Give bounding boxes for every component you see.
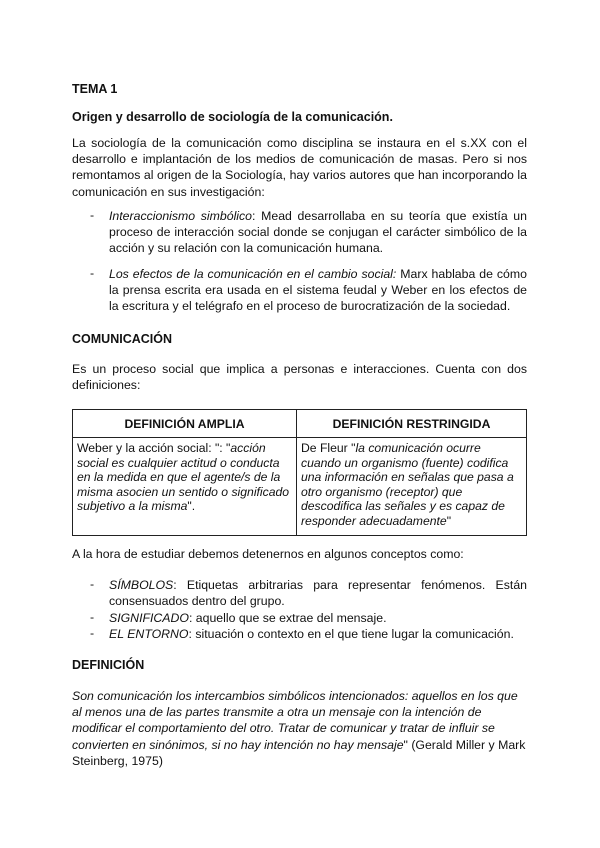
quote-italic: Son comunicación los intercambios simbólicos intencionados: aquellos en los que al menos una de las partes transmite a otra un mensaje con la intención de modificar el comportamiento del otro. Tratar de comunicar y tratar de influir se convierten en sinónimos, si no hay intención no hay mensaje	[72, 689, 518, 752]
bullet-text: Marx hablaba de cómo la prensa escrita era usada en el sistema feudal y Weber en los efectos de la escritura y el telégrafo en el proceso de burocratización de la sociedad.	[109, 267, 527, 314]
bullet-dash: -	[90, 577, 95, 591]
tema-label: TEMA 1	[72, 82, 118, 96]
bullet-simbolos	[109, 577, 527, 609]
section-subtitle: Origen y desarrollo de sociología de la comunicación.	[72, 110, 393, 124]
intro-paragraph: La sociología de la comunicación como disciplina se instaura en el s.XX con el desarrollo e implantación de los medios de comunicación de masas. Pero si nos remontamos al origen de la Sociología, hay varios autores que han incorporando la comunicación en sus investigación:	[72, 136, 527, 199]
bullet-term: Interaccionismo simbólico	[109, 209, 253, 223]
table-cell-amplia	[73, 438, 297, 536]
bullet-dash: -	[90, 208, 95, 222]
definitions-table	[72, 409, 527, 536]
bullet-significado	[109, 610, 527, 626]
bullet-interaccionismo	[109, 208, 527, 257]
bullet-efectos	[109, 266, 527, 315]
cell-suffix: "	[446, 513, 452, 528]
bullet-text: : Etiquetas arbitrarias para representar fenómenos. Están consensuados dentro del grupo.	[109, 578, 527, 609]
bullet-entorno	[109, 626, 527, 642]
bullet-text: : aquello que se extrae del mensaje.	[188, 611, 387, 625]
quote-citation: " (Gerald Miller y Mark Steinberg, 1975)	[72, 737, 526, 768]
bullet-term: SIGNIFICADO	[109, 611, 189, 625]
bullet-term: EL ENTORNO	[109, 627, 189, 641]
conceptos-intro: A la hora de estudiar debemos detenernos en algunos conceptos como:	[72, 547, 464, 561]
table-header-amplia: DEFINICIÓN AMPLIA	[73, 410, 297, 438]
table-header-restringida: DEFINICIÓN RESTRINGIDA	[297, 410, 527, 438]
cell-italic: la comunicación ocurre cuando un organismo (fuente) codifica una información en señalas que pasa a otro organismo (receptor) que descodifica las señales y es capaz de responder adecuadamente	[301, 441, 514, 528]
cell-italic: acción social es cualquier actitud o conducta en la medida en que el agente/s de la misma asocien un sentido o significado subjetivo a la misma	[77, 441, 290, 514]
bullet-text: : situación o contexto en el que tiene lugar la comunicación.	[188, 627, 514, 641]
definicion-quote	[72, 688, 527, 769]
comunicacion-paragraph: Es un proceso social que implica a personas e interacciones. Cuenta con dos definiciones:	[72, 362, 527, 393]
table-cell-restringida	[297, 438, 527, 536]
bullet-dash: -	[90, 626, 95, 640]
cell-prefix: Weber y la acción social: ": "	[77, 441, 231, 455]
bullet-term: SÍMBOLOS	[109, 578, 174, 592]
heading-definicion: DEFINICIÓN	[72, 658, 145, 672]
bullet-dash: -	[90, 610, 95, 624]
cell-suffix: ".	[187, 499, 196, 514]
bullet-dash: -	[90, 266, 95, 280]
bullet-term: Los efectos de la comunicación en el cambio social:	[109, 267, 397, 281]
heading-comunicacion: COMUNICACIÓN	[72, 332, 172, 346]
cell-prefix: De Fleur "	[301, 441, 356, 455]
bullet-text: : Mead desarrollaba en su teoría que existía un proceso de interacción social donde se conjugan el carácter simbólico de la acción y su relación con la comunicación humana.	[109, 209, 527, 256]
